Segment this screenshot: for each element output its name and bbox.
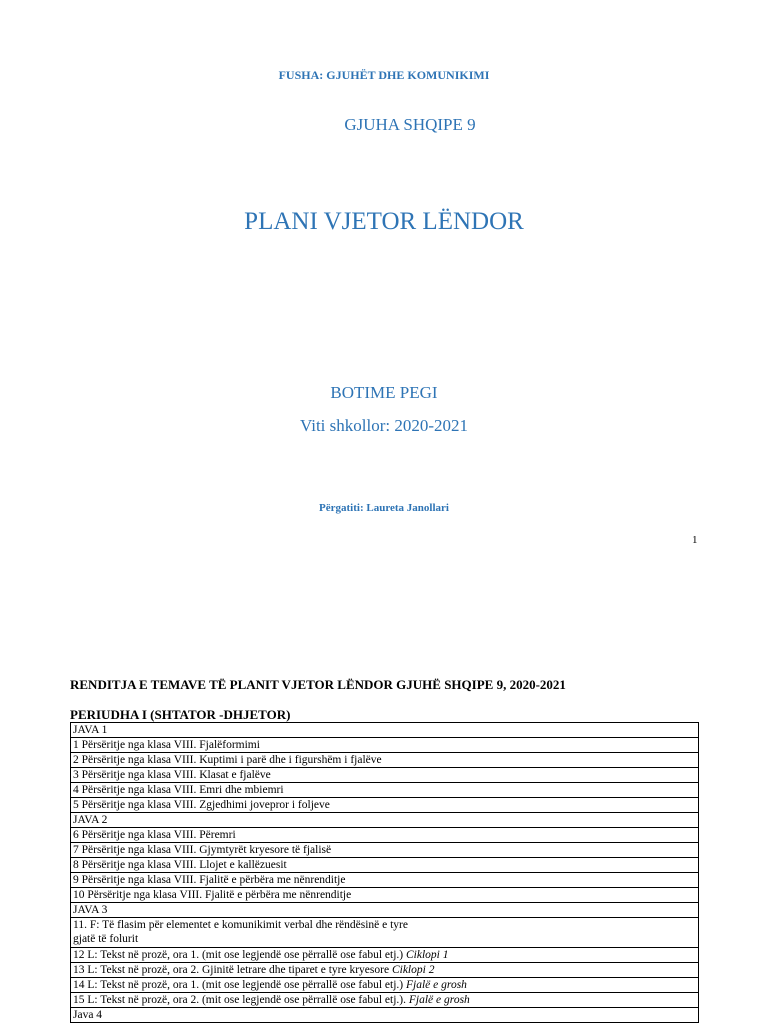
lesson-text: JAVA 1: [73, 724, 108, 736]
table-row: [71, 858, 699, 873]
table-cell: [71, 888, 699, 903]
lesson-text: 10 Përsëritje nga klasa VIII. Fjalitë e përbëra me nënrenditje: [73, 889, 352, 901]
table-cell: [71, 1008, 699, 1023]
table-cell: [71, 798, 699, 813]
lesson-reading-title: Fjalë e grosh: [406, 979, 467, 991]
lesson-plan-table: [70, 722, 699, 1023]
document-heading: RENDITJA E TEMAVE TË PLANIT VJETOR LËNDOR GJUHË SHQIPE 9, 2020-2021: [70, 677, 566, 692]
table-cell: [71, 783, 699, 798]
lesson-reading-title: Fjalë e grosh: [408, 994, 470, 1006]
lesson-text: 13 L: Tekst në prozë, ora 2. Gjinitë letrare dhe tiparet e tyre kryesore: [73, 964, 392, 976]
table-row: [71, 888, 699, 903]
table-row: [71, 828, 699, 843]
table-cell: [71, 903, 699, 918]
lesson-text: 2 Përsëritje nga klasa VIII. Kuptimi i parë dhe i figurshëm i fjalëve: [73, 754, 382, 766]
school-year: Viti shkollor: 2020-2021: [299, 416, 469, 435]
table-row: [71, 753, 699, 768]
subject-title: GJUHA SHQIPE 9: [344, 115, 476, 134]
table-row: [71, 918, 699, 948]
table-row: [71, 903, 699, 918]
lesson-text: 15 L: Tekst në prozë, ora 2. (mit ose legjendë ose përrallë ose fabul etj.).: [73, 994, 409, 1006]
table-cell: [71, 723, 699, 738]
period-heading: PERIUDHA I (SHTATOR -DHJETOR): [70, 707, 291, 722]
lesson-text: 9 Përsëritje nga klasa VIII. Fjalitë e përbëra me nënrenditje: [73, 874, 346, 886]
lesson-text: 11. F: Të flasim për elementet e komunikimit verbal dhe rëndësinë e tyre: [73, 919, 408, 931]
table-row: [71, 783, 699, 798]
table-cell: [71, 828, 699, 843]
table-row: [71, 768, 699, 783]
table-cell: [71, 948, 699, 963]
table-row: [71, 738, 699, 753]
table-row: [71, 813, 699, 828]
table-row: [71, 1008, 699, 1023]
table-row: [71, 963, 699, 978]
table-row: [71, 993, 699, 1008]
table-row: [71, 798, 699, 813]
lesson-text: 4 Përsëritje nga klasa VIII. Emri dhe mbiemri: [73, 784, 284, 796]
table-cell: [71, 768, 699, 783]
lesson-text-continued: gjatë të folurit: [73, 933, 139, 945]
lesson-reading-title: Ciklopi 2: [391, 964, 435, 976]
table-cell: [71, 993, 699, 1008]
table-row: [71, 948, 699, 963]
table-row: [71, 843, 699, 858]
page-number: 1: [692, 534, 698, 546]
table-cell: [71, 843, 699, 858]
table-cell: [71, 858, 699, 873]
lesson-text: JAVA 2: [73, 814, 108, 826]
table-row: [71, 723, 699, 738]
table-cell: [71, 753, 699, 768]
lesson-text: 3 Përsëritje nga klasa VIII. Klasat e fjalëve: [73, 769, 271, 781]
table-cell: [71, 813, 699, 828]
lesson-text: 12 L: Tekst në prozë, ora 1. (mit ose legjendë ose përrallë ose fabul etj.): [73, 949, 407, 961]
table-cell: [71, 918, 699, 948]
lesson-text: 5 Përsëritje nga klasa VIII. Zgjedhimi jovepror i foljeve: [73, 799, 330, 811]
lesson-text: 1 Përsëritje nga klasa VIII. Fjalëformimi: [73, 739, 260, 751]
lesson-text: JAVA 3: [73, 904, 108, 916]
table-row: [71, 978, 699, 993]
plan-title: PLANI VJETOR LËNDOR: [244, 208, 524, 235]
lesson-text: 14 L: Tekst në prozë, ora 1. (mit ose legjendë ose përrallë ose fabul etj.): [73, 979, 407, 991]
table-row: [71, 873, 699, 888]
publisher-name: BOTIME PEGI: [330, 383, 438, 402]
table-cell: [71, 738, 699, 753]
table-cell: [71, 873, 699, 888]
lesson-text: 8 Përsëritje nga klasa VIII. Llojet e kallëzuesit: [73, 859, 287, 871]
table-cell: [71, 978, 699, 993]
lesson-text: Java 4: [73, 1009, 103, 1021]
lesson-text: 6 Përsëritje nga klasa VIII. Përemri: [73, 829, 236, 841]
lesson-reading-title: Ciklopi 1: [406, 949, 449, 961]
field-title: FUSHA: GJUHËT DHE KOMUNIKIMI: [278, 68, 490, 82]
author-credit: Përgatiti: Laureta Janollari: [319, 502, 449, 514]
lesson-text: 7 Përsëritje nga klasa VIII. Gjymtyrët kryesore të fjalisë: [73, 844, 332, 856]
table-cell: [71, 963, 699, 978]
